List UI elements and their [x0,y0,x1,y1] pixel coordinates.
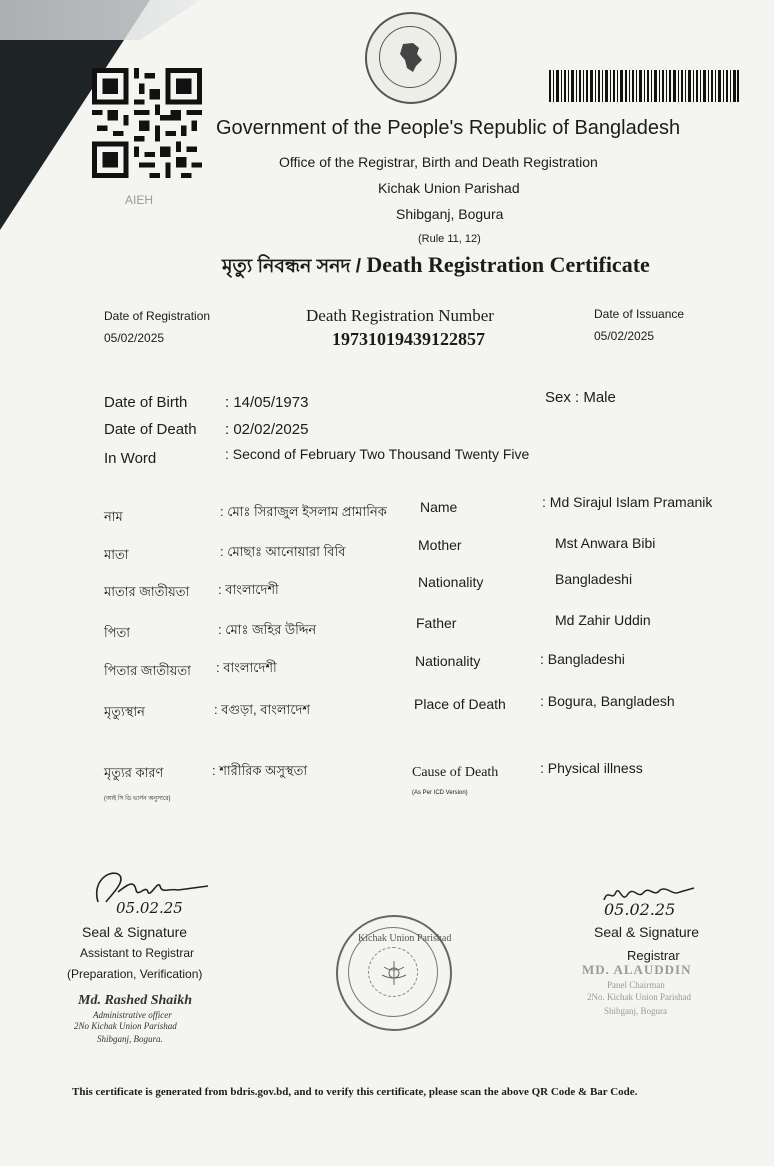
government-seal-icon [365,12,457,104]
place-of-death-label: Place of Death [414,696,506,712]
cause-of-death-note: (As Per ICD Version) [412,790,468,796]
certificate-title [222,252,650,284]
right-seal-signature-label: Seal & Signature [594,924,700,940]
sex-value: Sex : Male [545,389,616,406]
mother-nationality-label: Nationality [418,574,484,590]
left-stamp-name: Md. Rashed Shaikh [78,993,192,1008]
left-role-detail: (Preparation, Verification) [67,967,203,981]
father-nationality-label: Nationality [415,653,481,669]
stamp-emblem-icon [378,957,410,989]
certificate-title-bn: মৃত্যু নিবন্ধন সনদ / [222,256,362,277]
right-stamp-title: Panel Chairman [607,980,665,990]
father-bn-value: : মোঃ জহির উদ্দিন [218,622,317,637]
map-icon [397,42,425,74]
union-heading: Kichak Union Parishad [378,180,520,196]
background-corner-light [0,0,200,40]
mother-label: Mother [418,537,462,553]
mother-value: Mst Anwara Bibi [555,535,656,551]
date-of-death-label: Date of Death [104,421,197,438]
registration-number-label: Death Registration Number [306,306,494,325]
mother-nationality-bn-label: মাতার জাতীয়তা [104,584,190,599]
name-bn-label: নাম [104,509,123,524]
location-heading: Shibganj, Bogura [396,206,504,222]
father-bn-label: পিতা [104,625,131,640]
place-of-death-bn-label: মৃত্যুস্থান [104,704,145,719]
date-of-birth-label: Date of Birth [104,394,188,411]
name-value: : Md Sirajul Islam Pramanik [542,494,713,510]
right-stamp-office: 2No. Kichak Union Parishad [587,992,691,1002]
qr-code-icon [92,68,202,178]
father-nationality-value: : Bangladeshi [540,651,625,667]
cause-of-death-bn-label: মৃত্যুর কারণ [104,765,164,780]
mother-bn-label: মাতা [104,547,129,562]
father-nationality-bn-label: পিতার জাতীয়তা [104,663,191,678]
cause-of-death-bn-value: : শারীরিক অসুস্থতা [212,763,308,778]
left-stamp-place: Shibganj, Bogura. [97,1034,163,1044]
right-role: Registrar [627,948,680,963]
government-heading: Government of the People's Republic of Bangladesh [216,117,681,139]
qr-caption: AIEH [125,193,154,207]
mother-nationality-bn-value: : বাংলাদেশী [218,582,279,597]
name-bn-value: : মোঃ সিরাজুল ইসলাম প্রামানিক [220,504,387,519]
footer-note: This certificate is generated from bdris.gov.bd, and to verify this certificate, please scan the above QR Code & Bar Code. [72,1086,638,1098]
mother-nationality-value: Bangladeshi [555,571,633,587]
left-role: Assistant to Registrar [80,946,195,960]
office-heading: Office of the Registrar, Birth and Death Registration [279,154,598,170]
stamp-text: Kichak Union Parishad [358,933,452,944]
left-signature-date: 05.02.25 [116,899,183,917]
father-value: Md Zahir Uddin [555,612,651,628]
date-of-registration-value: 05/02/2025 [104,331,165,345]
right-stamp-place: Shibganj, Bogura [604,1006,667,1016]
in-word-value: : Second of February Two Thousand Twenty Five [225,446,530,462]
union-parishad-stamp-icon [336,915,452,1031]
date-of-issuance-value: 05/02/2025 [594,329,655,343]
place-of-death-value: : Bogura, Bangladesh [540,693,675,709]
left-stamp-office: 2No Kichak Union Parishad [74,1021,177,1031]
father-label: Father [416,615,457,631]
left-stamp-title: Administrative officer [93,1010,172,1020]
date-of-death-value: : 02/02/2025 [225,421,309,438]
father-nationality-bn-value: : বাংলাদেশী [216,660,277,675]
cause-of-death-label: Cause of Death [412,765,499,780]
certificate-title-en: Death Registration Certificate [366,252,650,277]
mother-bn-value: : মোছাঃ আনোয়ারা বিবি [220,544,346,559]
cause-of-death-value: : Physical illness [540,760,643,776]
registration-number-value: 19731019439122857 [332,329,485,349]
right-stamp-name: MD. ALAUDDIN [582,962,692,977]
place-of-death-bn-value: : বগুড়া, বাংলাদেশ [214,702,311,717]
name-label: Name [420,499,458,515]
left-seal-signature-label: Seal & Signature [82,924,188,940]
rule-text: (Rule 11, 12) [418,233,481,245]
in-word-label: In Word [104,450,157,467]
cause-of-death-bn-note: (আই সি ডি ভার্সন অনুসারে) [104,796,171,802]
date-of-registration-label: Date of Registration [104,309,211,323]
right-signature-date: 05.02.25 [604,900,676,919]
date-of-birth-value: : 14/05/1973 [225,394,309,411]
date-of-issuance-label: Date of Issuance [594,307,685,321]
barcode-icon [549,70,739,102]
